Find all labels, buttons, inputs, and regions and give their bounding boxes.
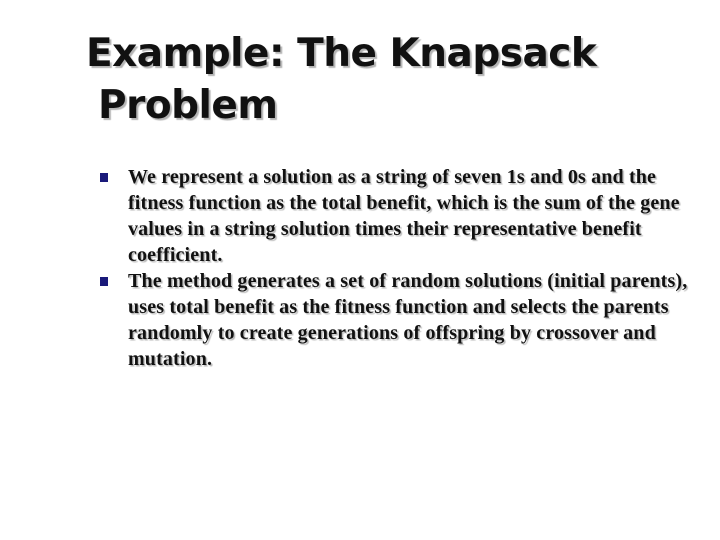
title-line-1: Example: The Knapsack	[86, 31, 597, 76]
bullet-text: We represent a solution as a string of seven 1s and 0s and the fitness function as the total benefit, which is the sum of the gene values in a string solution times their representative benefit coefficient.	[128, 166, 680, 266]
bullet-item-method	[98, 268, 688, 372]
bullet-item-solution-representation	[98, 164, 688, 268]
square-bullet-icon	[100, 277, 108, 286]
square-bullet-icon	[100, 173, 108, 182]
title-line-2: Problem	[98, 83, 278, 128]
slide-title	[86, 28, 686, 132]
bullet-text: The method generates a set of random solutions (initial parents), uses total benefit as the fitness function and selects the parents randomly to create generations of offspring by crossover and mutation.	[128, 270, 688, 370]
bullet-list	[98, 164, 688, 372]
